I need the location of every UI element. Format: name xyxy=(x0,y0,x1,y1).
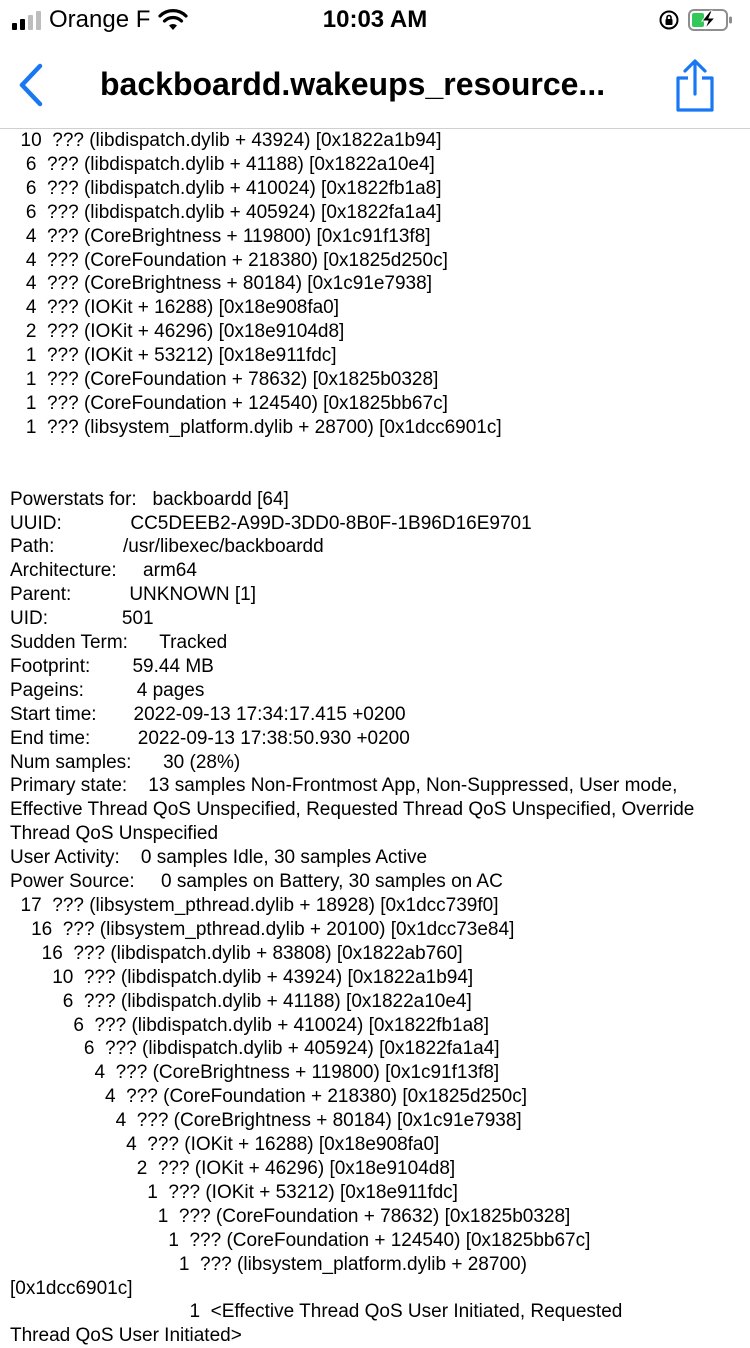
log-line: 1 ??? (libsystem_platform.dylib + 28700) xyxy=(10,1253,527,1275)
log-line: 6 ??? (libdispatch.dylib + 41188) [0x1822a10e4] xyxy=(10,153,435,175)
log-line: 16 ??? (libdispatch.dylib + 83808) [0x1822ab760] xyxy=(10,942,463,964)
log-line: 1 <Effective Thread QoS User Initiated, Requested xyxy=(10,1301,623,1323)
log-line: Pageins: 4 pages xyxy=(10,679,205,701)
log-line: 17 ??? (libsystem_pthread.dylib + 18928) [0x1dcc739f0] xyxy=(10,895,499,916)
log-line: Path: /usr/libexec/backboardd xyxy=(10,536,324,558)
clock: 10:03 AM xyxy=(322,6,428,33)
log-line: 16 ??? (libsystem_pthread.dylib + 20100) [0x1dcc73e84] xyxy=(10,918,515,940)
log-line: 4 ??? (CoreBrightness + 119800) [0x1c91f13f8] xyxy=(10,1062,500,1084)
navigation-bar xyxy=(0,44,750,129)
log-line: Start time: 2022-09-13 17:34:17.415 +0200 xyxy=(10,703,406,725)
log-line: 6 ??? (libdispatch.dylib + 405924) [0x1822fa1a4] xyxy=(10,201,442,223)
log-line: UID: 501 xyxy=(10,608,154,630)
log-line: 1 ??? (CoreFoundation + 124540) [0x1825bb67c] xyxy=(10,1229,591,1251)
back-chevron-icon[interactable] xyxy=(14,62,50,108)
page-title: backboardd.wakeups_resource... xyxy=(100,66,606,102)
log-line: User Activity: 0 samples Idle, 30 samples Active xyxy=(10,847,428,869)
log-call-tree-section xyxy=(10,846,740,1348)
log-line: Powerstats for: backboardd [64] xyxy=(10,488,289,510)
log-top-section xyxy=(10,129,740,774)
log-line: Footprint: 59.44 MB xyxy=(10,655,214,677)
log-line: 2 ??? (IOKit + 46296) [0x18e9104d8] xyxy=(10,321,345,343)
log-line: End time: 2022-09-13 17:38:50.930 +0200 xyxy=(10,727,410,749)
primary-state-line: Primary state: 13 samples Non-Frontmost App, Non-Suppressed, User mode, Effective Thread QoS Unspecified, Requested Thread QoS Unspecified, Override Thread QoS Unspecified xyxy=(10,775,700,845)
log-line: 1 ??? (IOKit + 53212) [0x18e911fdc] xyxy=(10,1181,458,1203)
log-line: 1 ??? (CoreFoundation + 78632) [0x1825b0328] xyxy=(10,1205,571,1227)
log-line: Power Source: 0 samples on Battery, 30 samples on AC xyxy=(10,871,503,893)
log-line: 10 ??? (libdispatch.dylib + 43924) [0x1822a1b94] xyxy=(10,130,442,151)
log-line: [0x1dcc6901c] xyxy=(10,1277,133,1299)
log-line: 6 ??? (libdispatch.dylib + 410024) [0x1822fb1a8] xyxy=(10,177,442,199)
log-line: 10 ??? (libdispatch.dylib + 43924) [0x1822a1b94] xyxy=(10,966,474,988)
log-line: 4 ??? (CoreBrightness + 80184) [0x1c91e7938] xyxy=(10,273,432,295)
log-line: Architecture: arm64 xyxy=(10,560,197,582)
log-line: 4 ??? (CoreFoundation + 218380) [0x1825d250c] xyxy=(10,1086,528,1108)
log-line xyxy=(10,464,740,488)
log-line: 1 ??? (CoreFoundation + 78632) [0x1825b0328] xyxy=(10,369,439,391)
log-line: 4 ??? (CoreBrightness + 80184) [0x1c91e7938] xyxy=(10,1110,522,1132)
log-line: Sudden Term: Tracked xyxy=(10,632,228,654)
orientation-lock-icon xyxy=(658,9,680,31)
log-line: Thread QoS User Initiated> xyxy=(10,1325,242,1347)
log-line: 4 ??? (CoreBrightness + 119800) [0x1c91f13f8] xyxy=(10,225,431,247)
log-lines xyxy=(0,129,750,1348)
status-bar xyxy=(0,0,750,40)
log-line: Num samples: 30 (28%) xyxy=(10,751,241,773)
status-right-group xyxy=(658,8,734,32)
log-line: 4 ??? (IOKit + 16288) [0x18e908fa0] xyxy=(10,297,340,319)
log-line: 4 ??? (CoreFoundation + 218380) [0x1825d250c] xyxy=(10,249,448,271)
log-line: 1 ??? (IOKit + 53212) [0x18e911fdc] xyxy=(10,345,337,367)
carrier-name: Orange F xyxy=(49,6,151,33)
log-line: Parent: UNKNOWN [1] xyxy=(10,584,256,606)
share-icon[interactable] xyxy=(670,58,720,114)
log-line: UUID: CC5DEEB2-A99D-3DD0-8B0F-1B96D16E9701 xyxy=(10,512,532,534)
log-line: 2 ??? (IOKit + 46296) [0x18e9104d8] xyxy=(10,1157,456,1179)
log-line: 6 ??? (libdispatch.dylib + 405924) [0x1822fa1a4] xyxy=(10,1038,500,1060)
log-line: 6 ??? (libdispatch.dylib + 410024) [0x1822fb1a8] xyxy=(10,1014,490,1036)
log-line: 1 ??? (CoreFoundation + 124540) [0x1825bb67c] xyxy=(10,392,448,414)
log-line: 1 ??? (libsystem_platform.dylib + 28700) [0x1dcc6901c] xyxy=(10,416,502,438)
log-line: 4 ??? (IOKit + 16288) [0x18e908fa0] xyxy=(10,1134,440,1156)
log-line: 6 ??? (libdispatch.dylib + 41188) [0x1822a10e4] xyxy=(10,990,472,1012)
log-line xyxy=(10,440,740,464)
battery-charging-icon xyxy=(688,8,734,32)
log-text-view[interactable] xyxy=(0,129,750,1347)
